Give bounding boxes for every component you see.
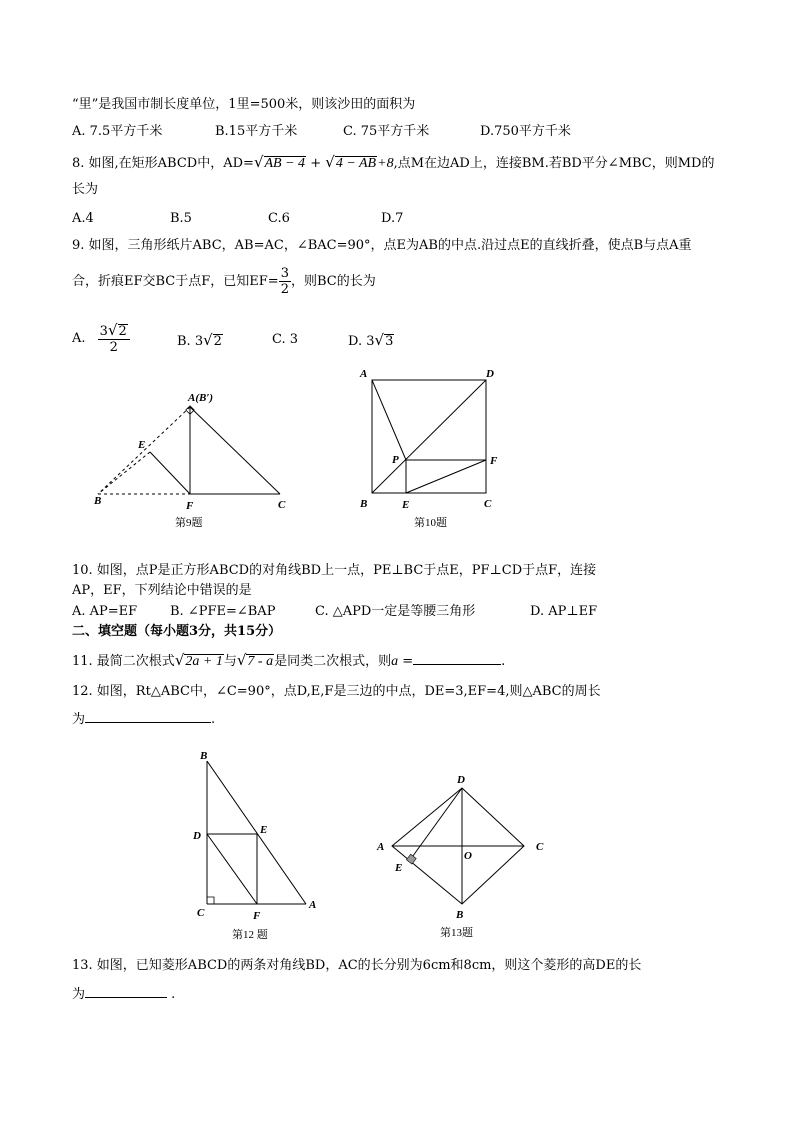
fig9-label-f: F	[186, 500, 194, 512]
fig13-right-angle-mark	[406, 854, 416, 864]
fig9-crease-ef	[150, 452, 190, 494]
fig13-label-e: E	[395, 862, 403, 874]
fig9-label-b: B	[94, 495, 102, 507]
figure-12	[190, 744, 330, 944]
q11-radicand-2: 7 - a	[247, 654, 274, 669]
fig12-segment-df	[207, 834, 257, 904]
q8-option-b: B.5	[170, 211, 192, 226]
q13-line1: 13. 如图，已知菱形ABCD的两条对角线BD，AC的长分别为6cm和8cm，则这个菱形的高DE的长	[72, 958, 642, 973]
fig12-label-f: F	[253, 910, 261, 922]
fig10-label-p: P	[392, 454, 399, 466]
fig9-label-e: E	[138, 439, 146, 451]
q7-option-b: B.15平方千米	[215, 124, 298, 139]
fig9-label-a: A(B′)	[188, 392, 214, 404]
q8-line2: 长为	[72, 182, 99, 197]
q7-option-a: A. 7.5平方千米	[72, 124, 163, 139]
q9-line2-post: ，则BC的长为	[290, 274, 376, 289]
q9-option-a: A. $\frac{3√2}{2}$	[72, 322, 130, 355]
q8-option-a: A.4	[72, 211, 94, 226]
fig10-label-c: C	[484, 498, 492, 510]
fig10-segment-ef	[406, 460, 486, 493]
q9-option-b: B. 3√2	[177, 331, 222, 349]
fig12-right-angle-mark	[207, 897, 214, 904]
q11-radicand-1: 2a + 1	[185, 654, 223, 669]
fig10-label-b: B	[360, 498, 368, 510]
q12-line1: 12. 如图，Rt△ABC中，∠C=90°，点D,E,F是三边的中点，DE=3,EF=4,则△ABC的周长	[72, 684, 601, 699]
fig9-label-c: C	[278, 499, 286, 511]
q9-option-d: D. 3√3	[348, 331, 394, 349]
q7-option-c: C. 75平方千米	[343, 124, 430, 139]
q12-answer-blank[interactable]	[85, 710, 211, 723]
q8-plus-eight: +8	[377, 156, 394, 171]
q7-text: “里”是我国市制长度单位，1里=500米，则该沙田的面积为	[72, 97, 416, 112]
q7-option-d: D.750平方千米	[480, 124, 571, 139]
q11-answer-blank[interactable]	[413, 652, 501, 665]
fig10-segment-ap	[372, 380, 406, 460]
q8-suffix: ,点M在边AD上，连接BM.若BD平分∠MBC，则MD的	[393, 156, 715, 171]
q9-option-c: C. 3	[272, 332, 299, 347]
fig10-label-e: E	[402, 499, 410, 511]
fig12-label-d: D	[193, 830, 201, 842]
q13-line2: 为 .	[72, 987, 176, 1002]
q8-plus: +	[310, 156, 322, 171]
q10-option-d: D. AP⊥EF	[530, 604, 598, 619]
fig10-label-a: A	[360, 368, 368, 380]
fig12-label-c: C	[197, 907, 205, 919]
fig12-caption: 第12 题	[232, 929, 268, 941]
q8-option-d: D.7	[381, 211, 404, 226]
fig13-label-o: O	[464, 850, 472, 862]
fig12-label-a: A	[309, 899, 317, 911]
q9-line2	[72, 266, 376, 297]
fig13-label-a: A	[377, 841, 385, 853]
figure-13	[370, 770, 560, 942]
fig12-label-e: E	[260, 824, 268, 836]
fig9-caption: 第9题	[175, 517, 203, 529]
fig10-diagonal-bd	[372, 380, 486, 493]
section-2-heading: 二、填空题（每小题3分，共15分）	[72, 624, 282, 639]
fig13-caption: 第13题	[440, 927, 473, 939]
q8-radicand-2: 4 − AB	[335, 156, 377, 171]
fig13-label-c: C	[536, 841, 544, 853]
q8-prefix: 8. 如图,在矩形ABCD中，AD=	[72, 156, 254, 171]
fig12-label-b: B	[200, 750, 208, 762]
q9-line1: 9. 如图，三角形纸片ABC，AB=AC，∠BAC=90°，点E为AB的中点.沿过点E的直线折叠，使点B与点A重	[72, 238, 692, 253]
fig10-label-f: F	[490, 455, 498, 467]
q10-option-b: B. ∠PFE=∠BAP	[170, 604, 276, 619]
q11-line: 11. 最简二次根式√2a + 1与√7 - a是同类二次根式，则a = .	[72, 651, 506, 669]
figure-10	[350, 362, 520, 534]
fig10-label-d: D	[486, 368, 494, 380]
q13-answer-blank[interactable]	[85, 985, 167, 998]
fig13-label-b: B	[456, 909, 464, 921]
q8-radicand-1: AB − 4	[264, 156, 306, 171]
q10-option-c: C. △APD一定是等腰三角形	[315, 604, 476, 619]
q10-line1: 10. 如图，点P是正方形ABCD的对角线BD上一点，PE⊥BC于点E，PF⊥CD于点F，连接	[72, 563, 597, 578]
q8-option-c: C.6	[268, 211, 290, 226]
q12-line2: 为 .	[72, 712, 216, 727]
q9-line2-pre: 合，折痕EF交BC于点F，已知EF=	[72, 274, 279, 289]
q10-line2: AP，EF，下列结论中错误的是	[72, 583, 252, 598]
fig9-segment-eb-dashed	[98, 452, 150, 494]
q8-line1: 8. 如图,在矩形ABCD中，AD=√AB − 4 + √4 − AB+8,点M在边AD上，连接BM.若BD平分∠MBC，则MD的	[72, 153, 715, 171]
q9-ef-fraction: $\frac{3}{2}$	[280, 266, 289, 297]
figure-9	[80, 385, 310, 535]
fig13-label-d: D	[457, 774, 465, 786]
q10-option-a: A. AP=EF	[72, 604, 138, 619]
fig9-segment-ac	[190, 407, 280, 494]
fig10-caption: 第10题	[414, 517, 447, 529]
